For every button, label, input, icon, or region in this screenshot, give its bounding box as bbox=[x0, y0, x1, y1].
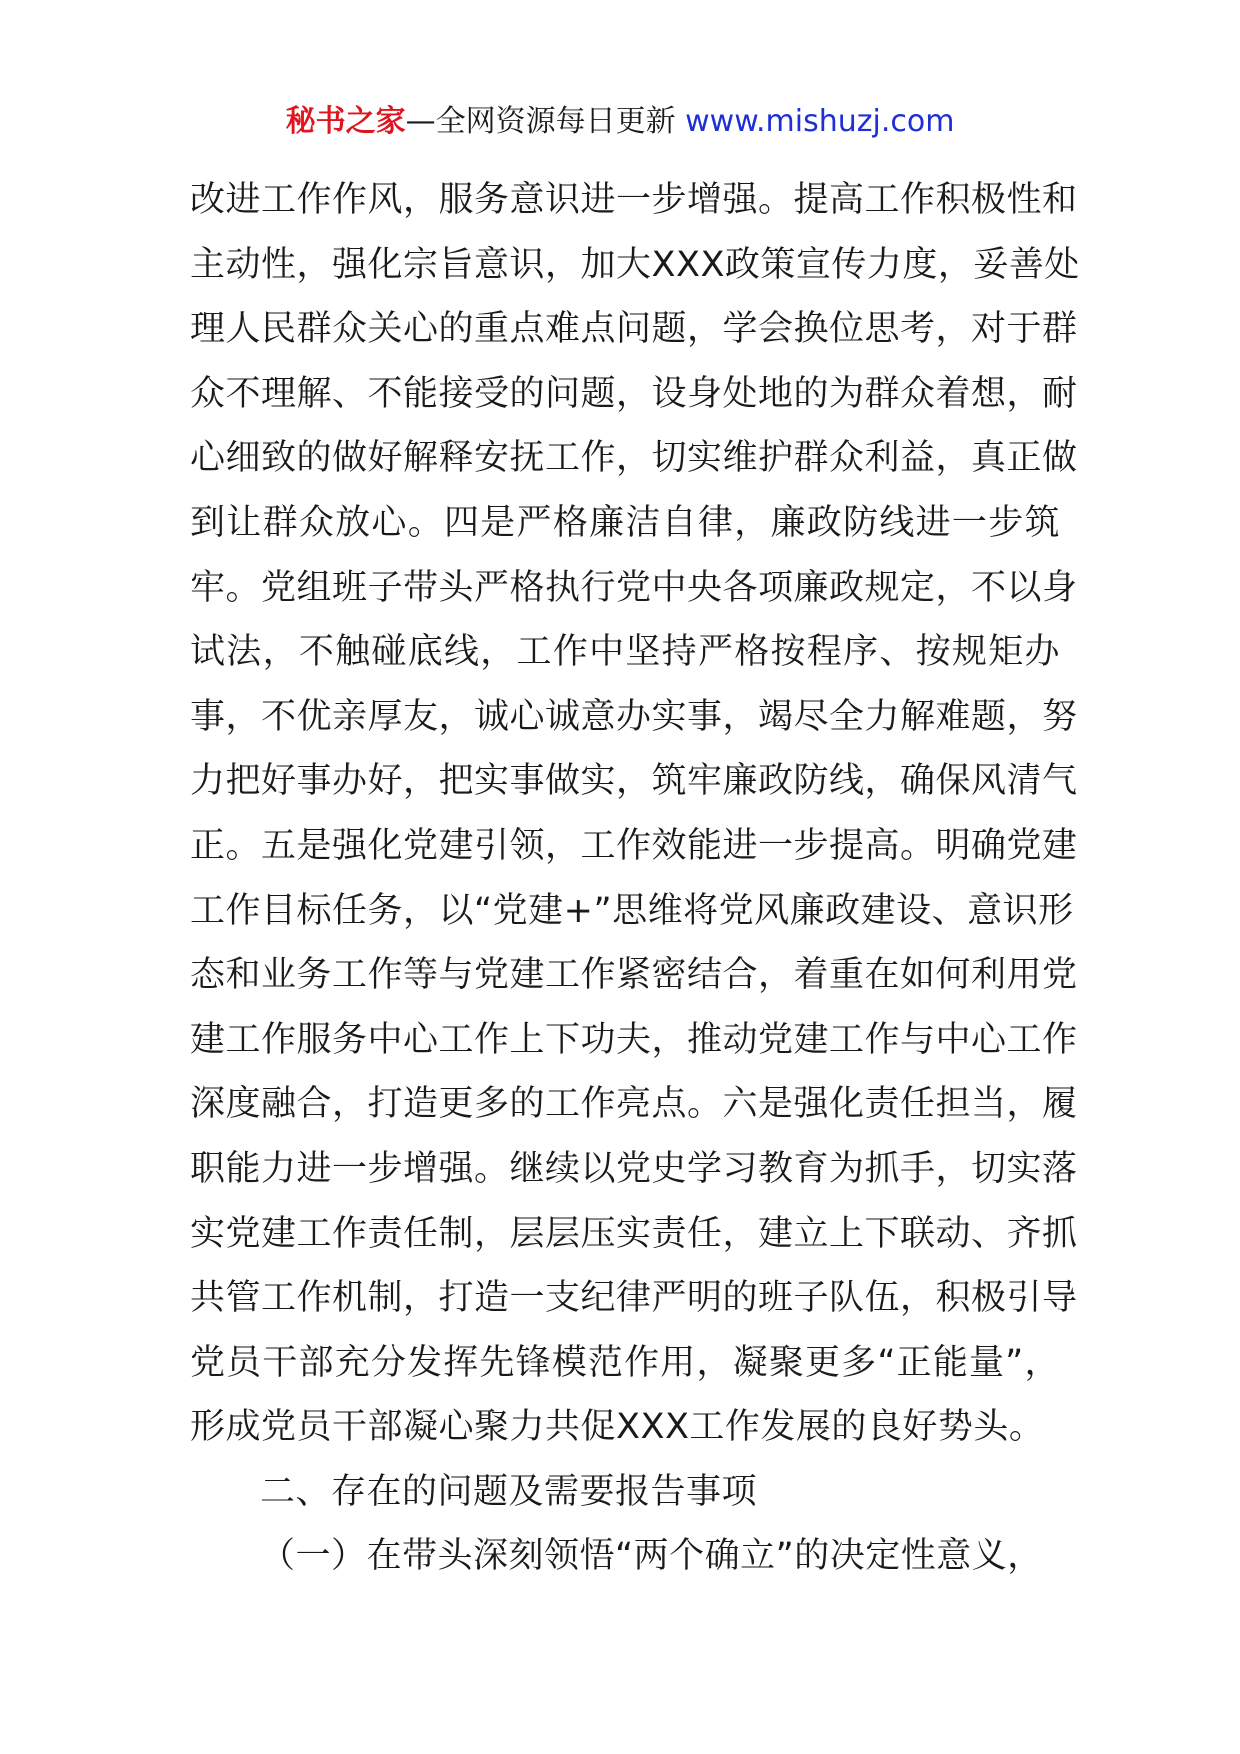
paragraph-line: 态和业务工作等与党建工作紧密结合，着重在如何利用党 bbox=[190, 955, 1078, 996]
paragraph-line: 事，不优亲厚友，诚心诚意办实事，竭尽全力解难题，努 bbox=[190, 696, 1078, 737]
paragraph-line: 共管工作机制，打造一支纪律严明的班子队伍，积极引导 bbox=[190, 1278, 1078, 1319]
paragraph-line: 职能力进一步增强。继续以党史学习教育为抓手，切实落 bbox=[190, 1148, 1078, 1189]
paragraph-line: 理人民群众关心的重点难点问题，学会换位思考，对于群 bbox=[190, 309, 1078, 350]
paragraph-line: 工作目标任务，以“党建+”思维将党风廉政建设、意识形 bbox=[190, 890, 1074, 931]
paragraph-line: 建工作服务中心工作上下功夫，推动党建工作与中心工作 bbox=[190, 1019, 1078, 1060]
site-name: 秘书之家 bbox=[285, 104, 406, 139]
subsection-heading: （一）在带头深刻领悟“两个确立”的决定性意义， bbox=[260, 1536, 1043, 1577]
site-url-link[interactable]: www.mishuzj.com bbox=[685, 104, 955, 139]
paragraph-line: 形成党员干部凝心聚力共促XXX工作发展的良好势头。 bbox=[190, 1407, 1045, 1448]
section-heading: 二、存在的问题及需要报告事项 bbox=[260, 1471, 758, 1512]
site-header bbox=[0, 100, 1240, 144]
paragraph-line: 正。五是强化党建引领，工作效能进一步提高。明确党建 bbox=[190, 825, 1078, 866]
paragraph-line: 心细致的做好解释安抚工作，切实维护群众利益，真正做 bbox=[190, 438, 1078, 479]
paragraph-line: 到让群众放心。四是严格廉洁自律，廉政防线进一步筑 bbox=[190, 502, 1060, 543]
paragraph-line: 牢。党组班子带头严格执行党中央各项廉政规定，不以身 bbox=[190, 567, 1078, 608]
paragraph-line: 试法，不触碰底线，工作中坚持严格按程序、按规矩办 bbox=[190, 632, 1060, 673]
site-tagline: —全网资源每日更新 bbox=[405, 104, 676, 139]
paragraph-line: 实党建工作责任制，层层压实责任，建立上下联动、齐抓 bbox=[190, 1213, 1078, 1254]
paragraph-line: 党员干部充分发挥先锋模范作用，凝聚更多“正能量”， bbox=[190, 1342, 1060, 1383]
paragraph-line: 主动性，强化宗旨意识，加大XXX政策宣传力度，妥善处 bbox=[190, 244, 1080, 285]
paragraph-line: 众不理解、不能接受的问题，设身处地的为群众着想，耐 bbox=[190, 373, 1078, 414]
paragraph-line: 改进工作作风，服务意识进一步增强。提高工作积极性和 bbox=[190, 180, 1078, 220]
paragraph-line: 深度融合，打造更多的工作亮点。六是强化责任担当，履 bbox=[190, 1084, 1078, 1125]
paragraph-line: 力把好事办好，把实事做实，筑牢廉政防线，确保风清气 bbox=[190, 761, 1078, 802]
body-text bbox=[190, 168, 1080, 1589]
